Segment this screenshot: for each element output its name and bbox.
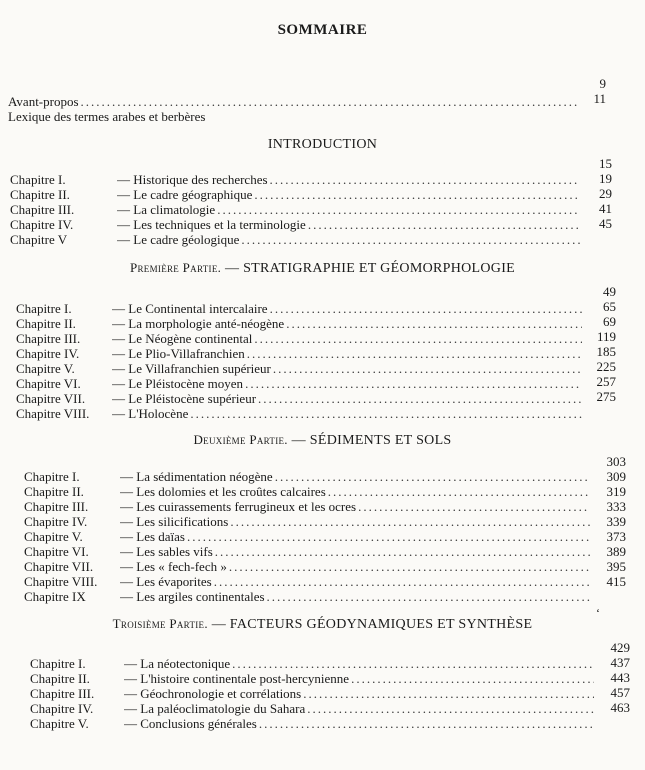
chapter-title: — La climatologie bbox=[117, 202, 216, 217]
toc-entry[interactable] bbox=[10, 187, 645, 202]
toc-entry[interactable] bbox=[16, 361, 645, 376]
leader-dots bbox=[247, 346, 582, 361]
chapter-title: — Le cadre géologique bbox=[117, 232, 240, 247]
chapter-number: Chapitre V. bbox=[16, 361, 75, 376]
introduction-heading: INTRODUCTION bbox=[267, 137, 378, 152]
page-number: 443 bbox=[610, 670, 630, 685]
chapter-number: Chapitre III. bbox=[16, 331, 81, 346]
introduction-list bbox=[10, 172, 645, 247]
page-number: 65 bbox=[603, 299, 616, 314]
chapter-title: — Les « fech-fech » bbox=[120, 559, 227, 574]
page-number: 45 bbox=[599, 216, 612, 231]
toc-entry[interactable] bbox=[16, 391, 645, 406]
toc-entry[interactable] bbox=[30, 656, 645, 671]
toc-entry[interactable] bbox=[30, 716, 645, 731]
leader-dots bbox=[273, 361, 582, 376]
entry-title: Lexique des termes arabes et berbères bbox=[8, 109, 206, 124]
toc-entry[interactable] bbox=[30, 671, 645, 686]
leader-dots bbox=[232, 656, 594, 671]
page-number: 15 bbox=[599, 156, 612, 171]
chapter-title: — La néotectonique bbox=[124, 656, 231, 671]
page-number: 395 bbox=[606, 559, 626, 574]
chapter-title: — Le Néogène continental bbox=[112, 331, 253, 346]
toc-entry[interactable] bbox=[0, 109, 645, 124]
leader-dots bbox=[286, 316, 582, 331]
leader-dots bbox=[358, 499, 590, 514]
chapter-title: — Les daïas bbox=[120, 529, 185, 544]
toc-entry[interactable] bbox=[30, 686, 645, 701]
part-label: Deuxième Partie. bbox=[193, 432, 288, 447]
chapter-title: — Le Plio-Villafranchien bbox=[112, 346, 245, 361]
chapter-number: Chapitre III. bbox=[30, 686, 95, 701]
leader-dots bbox=[275, 469, 590, 484]
chapter-number: Chapitre VIII. bbox=[24, 574, 98, 589]
toc-entry[interactable] bbox=[24, 499, 645, 514]
page-number: 339 bbox=[606, 514, 626, 529]
chapter-number: Chapitre VI. bbox=[16, 376, 81, 391]
toc-entry[interactable] bbox=[24, 514, 645, 529]
leader-dots bbox=[270, 301, 582, 316]
toc-entry[interactable] bbox=[24, 529, 645, 544]
chapter-title: — L'histoire continentale post-hercynienne bbox=[124, 671, 350, 686]
chapter-title: — Les silicifications bbox=[120, 514, 229, 529]
page-number: 119 bbox=[596, 329, 616, 344]
chapter-title: — Les évaporites bbox=[120, 574, 212, 589]
chapter-number: Chapitre I. bbox=[24, 469, 80, 484]
chapter-title: — Le cadre géographique bbox=[117, 187, 253, 202]
chapter-number: Chapitre V. bbox=[24, 529, 83, 544]
page-number: 29 bbox=[599, 186, 612, 201]
part1-list bbox=[16, 301, 645, 421]
page-number: 457 bbox=[610, 685, 630, 700]
chapter-title: — La sédimentation néogène bbox=[120, 469, 273, 484]
leader-dots bbox=[217, 202, 580, 217]
chapter-number: Chapitre II. bbox=[10, 187, 70, 202]
page-title: SOMMAIRE bbox=[277, 22, 368, 38]
chapter-number: Chapitre V bbox=[10, 232, 68, 247]
part-label: Troisième Partie. bbox=[112, 616, 208, 631]
page-number: 9 bbox=[599, 76, 606, 91]
toc-entry[interactable] bbox=[30, 701, 645, 716]
chapter-number: Chapitre V. bbox=[30, 716, 89, 731]
chapter-title: — Le Pléistocène supérieur bbox=[112, 391, 257, 406]
page-number: 389 bbox=[606, 544, 626, 559]
page-number: 303 bbox=[606, 454, 626, 469]
toc-entry[interactable] bbox=[0, 94, 645, 109]
chapter-number: Chapitre III. bbox=[24, 499, 89, 514]
toc-entry[interactable] bbox=[16, 301, 645, 316]
chapter-number: Chapitre I. bbox=[30, 656, 86, 671]
chapter-number: Chapitre IV. bbox=[30, 701, 94, 716]
toc-entry[interactable] bbox=[16, 316, 645, 331]
leader-dots bbox=[241, 232, 580, 247]
chapter-number: Chapitre VII. bbox=[16, 391, 86, 406]
ink-speck: ‘ bbox=[596, 606, 600, 620]
page-number: 225 bbox=[596, 359, 616, 374]
leader-dots bbox=[303, 686, 594, 701]
page-number: 429 bbox=[610, 640, 630, 655]
leader-dots bbox=[258, 391, 582, 406]
front-list bbox=[0, 94, 645, 124]
part-title: — FACTEURS GÉODYNAMIQUES ET SYNTHÈSE bbox=[211, 617, 533, 632]
chapter-title: — Le Villafranchien supérieur bbox=[112, 361, 271, 376]
chapter-title: — Les sables vifs bbox=[120, 544, 213, 559]
leader-dots bbox=[190, 406, 582, 421]
leader-dots bbox=[214, 574, 590, 589]
chapter-number: Chapitre IV. bbox=[16, 346, 80, 361]
page-number: 463 bbox=[610, 700, 630, 715]
page-number: 309 bbox=[606, 469, 626, 484]
page-number: 11 bbox=[593, 91, 606, 106]
chapter-title: — Conclusions générales bbox=[124, 716, 257, 731]
page-number: 415 bbox=[606, 574, 626, 589]
page-number: 41 bbox=[599, 201, 612, 216]
page-number: 333 bbox=[606, 499, 626, 514]
leader-dots bbox=[230, 514, 590, 529]
toc-entry[interactable] bbox=[10, 217, 645, 232]
leader-dots bbox=[215, 544, 590, 559]
chapter-title: — Le Pléistocène moyen bbox=[112, 376, 244, 391]
toc-entry[interactable] bbox=[24, 559, 645, 574]
part-title: — SÉDIMENTS ET SOLS bbox=[291, 433, 452, 448]
toc-entry[interactable] bbox=[16, 376, 645, 391]
toc-entry[interactable] bbox=[16, 406, 645, 421]
part2-list bbox=[24, 469, 645, 604]
toc-entry[interactable] bbox=[10, 232, 645, 247]
chapter-title: — La morphologie anté-néogène bbox=[112, 316, 285, 331]
leader-dots bbox=[245, 376, 582, 391]
page-number: 319 bbox=[606, 484, 626, 499]
chapter-number: Chapitre III. bbox=[10, 202, 75, 217]
page-number: 19 bbox=[599, 171, 612, 186]
part-label: Première Partie. bbox=[129, 260, 222, 275]
chapter-number: Chapitre VIII. bbox=[16, 406, 90, 421]
page-number: 257 bbox=[596, 374, 616, 389]
toc-entry[interactable] bbox=[24, 484, 645, 499]
chapter-title: — Les cuirassements ferrugineux et les ocres bbox=[120, 499, 357, 514]
page-number: 275 bbox=[596, 389, 616, 404]
leader-dots bbox=[351, 671, 594, 686]
chapter-title: — Les dolomies et les croûtes calcaires bbox=[120, 484, 326, 499]
chapter-number: Chapitre I. bbox=[16, 301, 72, 316]
toc-entry[interactable] bbox=[10, 202, 645, 217]
chapter-number: Chapitre II. bbox=[24, 484, 84, 499]
leader-dots bbox=[81, 94, 578, 109]
toc-entry[interactable] bbox=[16, 346, 645, 361]
page-number: 69 bbox=[603, 314, 616, 329]
chapter-title: — La paléoclimatologie du Sahara bbox=[124, 701, 306, 716]
chapter-number: Chapitre IX bbox=[24, 589, 86, 604]
chapter-number: Chapitre VII. bbox=[24, 559, 94, 574]
leader-dots bbox=[267, 589, 590, 604]
part3-heading bbox=[0, 616, 645, 633]
page-number: 49 bbox=[603, 284, 616, 299]
chapter-number: Chapitre II. bbox=[16, 316, 76, 331]
toc-entry[interactable] bbox=[24, 574, 645, 589]
toc-entry[interactable] bbox=[10, 172, 645, 187]
page-number: 185 bbox=[596, 344, 616, 359]
chapter-number: Chapitre I. bbox=[10, 172, 66, 187]
toc-entry[interactable] bbox=[24, 544, 645, 559]
chapter-number: Chapitre VI. bbox=[24, 544, 89, 559]
leader-dots bbox=[328, 484, 590, 499]
leader-dots bbox=[187, 529, 590, 544]
chapter-title: — Les argiles continentales bbox=[120, 589, 265, 604]
leader-dots bbox=[308, 217, 580, 232]
part-title: — STRATIGRAPHIE ET GÉOMORPHOLOGIE bbox=[225, 261, 516, 276]
chapter-title: — Le Continental intercalaire bbox=[112, 301, 268, 316]
page-number: 437 bbox=[610, 655, 630, 670]
chapter-number: Chapitre IV. bbox=[10, 217, 74, 232]
entry-title: Avant-propos bbox=[8, 94, 79, 109]
toc-entry[interactable] bbox=[24, 469, 645, 484]
chapter-title: — L'Holocène bbox=[112, 406, 189, 421]
toc-entry[interactable] bbox=[16, 331, 645, 346]
leader-dots bbox=[259, 716, 594, 731]
page-number: 373 bbox=[606, 529, 626, 544]
leader-dots bbox=[254, 331, 582, 346]
part2-heading bbox=[0, 432, 645, 449]
chapter-title: — Les techniques et la terminologie bbox=[117, 217, 306, 232]
leader-dots bbox=[229, 559, 590, 574]
chapter-number: Chapitre IV. bbox=[24, 514, 88, 529]
part3-list bbox=[30, 656, 645, 731]
chapter-title: — Historique des recherches bbox=[117, 172, 268, 187]
leader-dots bbox=[270, 172, 580, 187]
chapter-number: Chapitre II. bbox=[30, 671, 90, 686]
leader-dots bbox=[254, 187, 580, 202]
leader-dots bbox=[307, 701, 594, 716]
toc-entry[interactable] bbox=[24, 589, 645, 604]
part1-heading bbox=[0, 260, 645, 277]
chapter-title: — Géochronologie et corrélations bbox=[124, 686, 302, 701]
